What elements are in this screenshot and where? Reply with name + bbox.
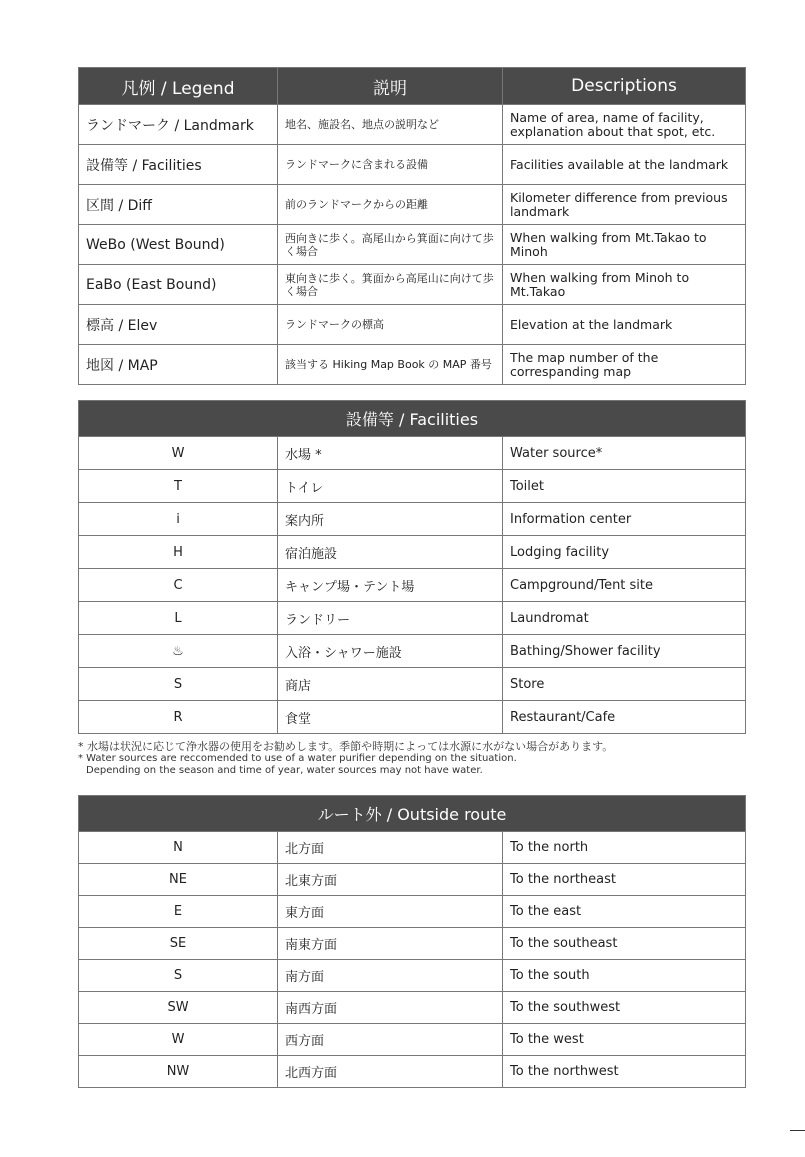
facility-name-jp: 入浴・シャワー施設 [278, 635, 503, 668]
legend-description-en: Elevation at the landmark [503, 305, 746, 345]
direction-code: S [79, 960, 278, 992]
legend-description-en: When walking from Minoh to Mt.Takao [503, 265, 746, 305]
header-explanation-jp: 説明 [278, 68, 503, 105]
legend-description-en: The map number of the correspanding map [503, 345, 746, 385]
table-row [79, 960, 746, 992]
facilities-table [78, 400, 746, 734]
legend-explanation-jp: ランドマークの標高 [278, 305, 503, 345]
direction-en: To the southeast [503, 928, 746, 960]
facility-symbol: H [79, 536, 278, 569]
facility-name-jp: 商店 [278, 668, 503, 701]
footnote-en-1: * Water sources are reccomended to use of a water purifier depending on the situation. [78, 753, 517, 764]
legend-explanation-jp: 地名、施設名、地点の説明など [278, 105, 503, 145]
facility-symbol: R [79, 701, 278, 734]
direction-code: SW [79, 992, 278, 1024]
legend-explanation-jp: 前のランドマークからの距離 [278, 185, 503, 225]
table-row [79, 345, 746, 385]
direction-jp: 南方面 [278, 960, 503, 992]
legend-term: 標高 / Elev [79, 305, 278, 345]
table-row [79, 602, 746, 635]
facility-name-en: Water source* [503, 437, 746, 470]
facility-name-jp: トイレ [278, 470, 503, 503]
table-row [79, 470, 746, 503]
direction-jp: 東方面 [278, 896, 503, 928]
legend-term: 地図 / MAP [79, 345, 278, 385]
table-row [79, 896, 746, 928]
direction-en: To the south [503, 960, 746, 992]
facility-name-en: Toilet [503, 470, 746, 503]
facility-symbol: ♨ [79, 635, 278, 668]
legend-description-en: Facilities available at the landmark [503, 145, 746, 185]
facility-symbol: L [79, 602, 278, 635]
table-row [79, 832, 746, 864]
facility-name-en: Laundromat [503, 602, 746, 635]
facility-symbol: i [79, 503, 278, 536]
legend-table [78, 67, 746, 385]
table-row [79, 569, 746, 602]
footnote-en-2: Depending on the season and time of year, water sources may not have water. [86, 765, 483, 776]
direction-code: NW [79, 1056, 278, 1088]
legend-explanation-jp: 該当する Hiking Map Book の MAP 番号 [278, 345, 503, 385]
header-legend: 凡例 / Legend [79, 68, 278, 105]
table-row [79, 1056, 746, 1088]
facility-name-jp: キャンプ場・テント場 [278, 569, 503, 602]
facility-name-jp: 水場 * [278, 437, 503, 470]
facility-symbol: C [79, 569, 278, 602]
facility-name-en: Campground/Tent site [503, 569, 746, 602]
table-row [79, 701, 746, 734]
facility-name-jp: 案内所 [278, 503, 503, 536]
legend-term: WeBo (West Bound) [79, 225, 278, 265]
facility-name-jp: ランドリー [278, 602, 503, 635]
table-row [79, 185, 746, 225]
facility-name-en: Store [503, 668, 746, 701]
direction-jp: 北方面 [278, 832, 503, 864]
facility-symbol: T [79, 470, 278, 503]
direction-jp: 北東方面 [278, 864, 503, 896]
direction-code: W [79, 1024, 278, 1056]
direction-code: E [79, 896, 278, 928]
legend-term: 設備等 / Facilities [79, 145, 278, 185]
direction-en: To the northwest [503, 1056, 746, 1088]
table-row [79, 105, 746, 145]
table-row [79, 992, 746, 1024]
legend-term: 区間 / Diff [79, 185, 278, 225]
outside-route-table [78, 795, 746, 1088]
table-row [79, 225, 746, 265]
direction-en: To the north [503, 832, 746, 864]
legend-explanation-jp: 東向きに歩く。箕面から高尾山に向けて歩く場合 [278, 265, 503, 305]
table-row [79, 536, 746, 569]
legend-description-en: Name of area, name of facility, explanation about that spot, etc. [503, 105, 746, 145]
facility-name-en: Lodging facility [503, 536, 746, 569]
legend-header [79, 68, 746, 105]
direction-en: To the southwest [503, 992, 746, 1024]
direction-jp: 西方面 [278, 1024, 503, 1056]
facility-symbol: W [79, 437, 278, 470]
facility-symbol: S [79, 668, 278, 701]
table-row [79, 928, 746, 960]
direction-code: SE [79, 928, 278, 960]
direction-jp: 南西方面 [278, 992, 503, 1024]
direction-code: N [79, 832, 278, 864]
legend-term: EaBo (East Bound) [79, 265, 278, 305]
direction-jp: 南東方面 [278, 928, 503, 960]
table-row [79, 635, 746, 668]
header-descriptions: Descriptions [503, 68, 746, 105]
legend-term: ランドマーク / Landmark [79, 105, 278, 145]
direction-en: To the east [503, 896, 746, 928]
legend-description-en: Kilometer difference from previous landmark [503, 185, 746, 225]
table-row [79, 305, 746, 345]
facility-name-jp: 食堂 [278, 701, 503, 734]
facility-name-jp: 宿泊施設 [278, 536, 503, 569]
direction-en: To the northeast [503, 864, 746, 896]
table-row [79, 668, 746, 701]
page-edge-mark [790, 1130, 805, 1131]
direction-code: NE [79, 864, 278, 896]
outside-route-title: ルート外 / Outside route [79, 796, 746, 832]
legend-description-en: When walking from Mt.Takao to Minoh [503, 225, 746, 265]
facility-name-en: Information center [503, 503, 746, 536]
water-footnote [78, 740, 613, 777]
direction-jp: 北西方面 [278, 1056, 503, 1088]
table-row [79, 1024, 746, 1056]
table-row [79, 265, 746, 305]
facility-name-en: Restaurant/Cafe [503, 701, 746, 734]
footnote-jp: * 水場は状況に応じて浄水器の使用をお勧めします。季節や時期によっては水源に水がない場合があります。 [78, 740, 614, 753]
facility-name-en: Bathing/Shower facility [503, 635, 746, 668]
direction-en: To the west [503, 1024, 746, 1056]
table-row [79, 503, 746, 536]
table-row [79, 437, 746, 470]
table-row [79, 145, 746, 185]
legend-explanation-jp: ランドマークに含まれる設備 [278, 145, 503, 185]
legend-explanation-jp: 西向きに歩く。高尾山から箕面に向けて歩く場合 [278, 225, 503, 265]
table-row [79, 864, 746, 896]
facilities-title: 設備等 / Facilities [79, 401, 746, 437]
